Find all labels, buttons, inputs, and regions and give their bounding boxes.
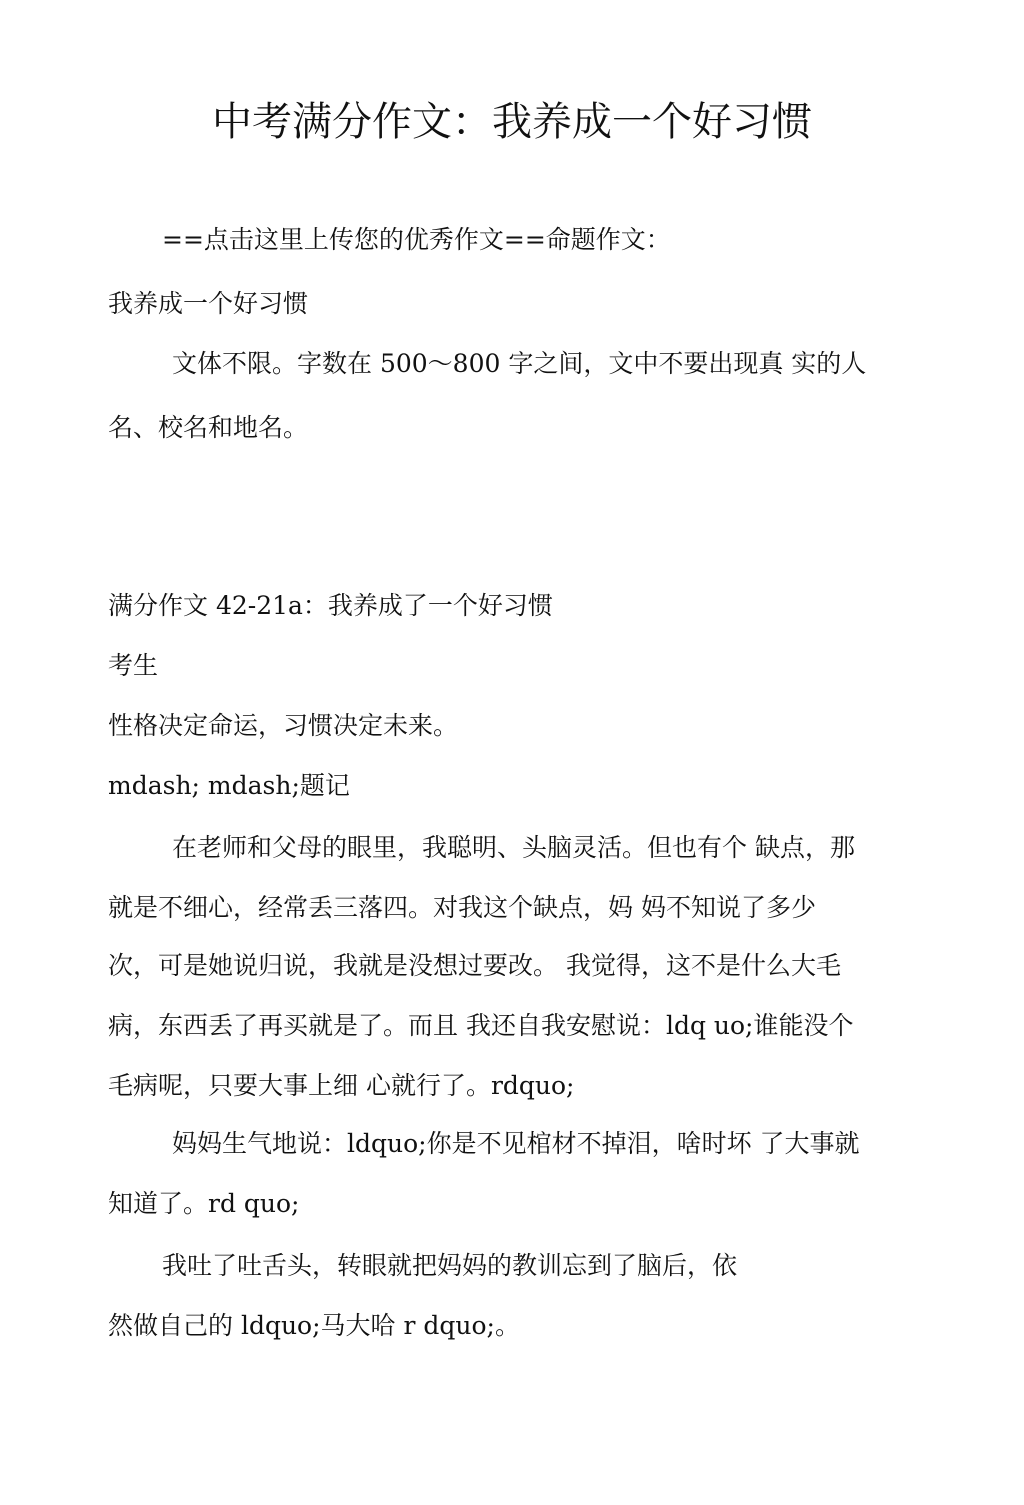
epigraph-source-line: mdash; mdash;题记 [108, 771, 350, 800]
paragraph-3-line-2: 然做自己的 ldquo;马大哈 r dquo;。 [108, 1311, 520, 1340]
paragraph-1-line-2: 就是不细心，经常丢三落四。对我这个缺点，妈 妈不知说了多少 [108, 893, 816, 922]
paragraph-3-line-1: 我吐了吐舌头，转眼就把妈妈的教训忘到了脑后，依 [162, 1251, 738, 1280]
document-title: 中考满分作文：我养成一个好习惯 [212, 99, 812, 145]
paragraph-1-line-4: 病，东西丢了再买就是了。而且 我还自我安慰说：ldq uo;谁能没个 [108, 1011, 854, 1040]
paragraph-1-line-5: 毛病呢，只要大事上细 心就行了。rdquo; [108, 1071, 575, 1100]
paragraph-2-line-2: 知道了。rd quo; [108, 1189, 300, 1218]
paragraph-1-line-3: 次，可是她说归说，我就是没想过要改。 我觉得，这不是什么大毛 [108, 951, 841, 980]
requirement-line-2: 名、校名和地名。 [108, 413, 309, 442]
paragraph-1-line-1: 在老师和父母的眼里，我聪明、头脑灵活。但也有个 缺点，那 [172, 833, 855, 862]
upload-prompt-line: ==点击这里上传您的优秀作文==命题作文： [162, 225, 671, 254]
requirement-line-1: 文体不限。字数在 500～800 字之间，文中不要出现真 实的人 [172, 349, 867, 378]
paragraph-2-line-1: 妈妈生气地说：ldquo;你是不见棺材不掉泪，啥时坏 了大事就 [172, 1129, 860, 1158]
essay-heading: 满分作文 42-21a：我养成了一个好习惯 [108, 591, 553, 620]
epigraph-line: 性格决定命运，习惯决定未来。 [108, 711, 459, 740]
author-line: 考生 [108, 651, 159, 680]
topic-line: 我养成一个好习惯 [108, 289, 309, 318]
